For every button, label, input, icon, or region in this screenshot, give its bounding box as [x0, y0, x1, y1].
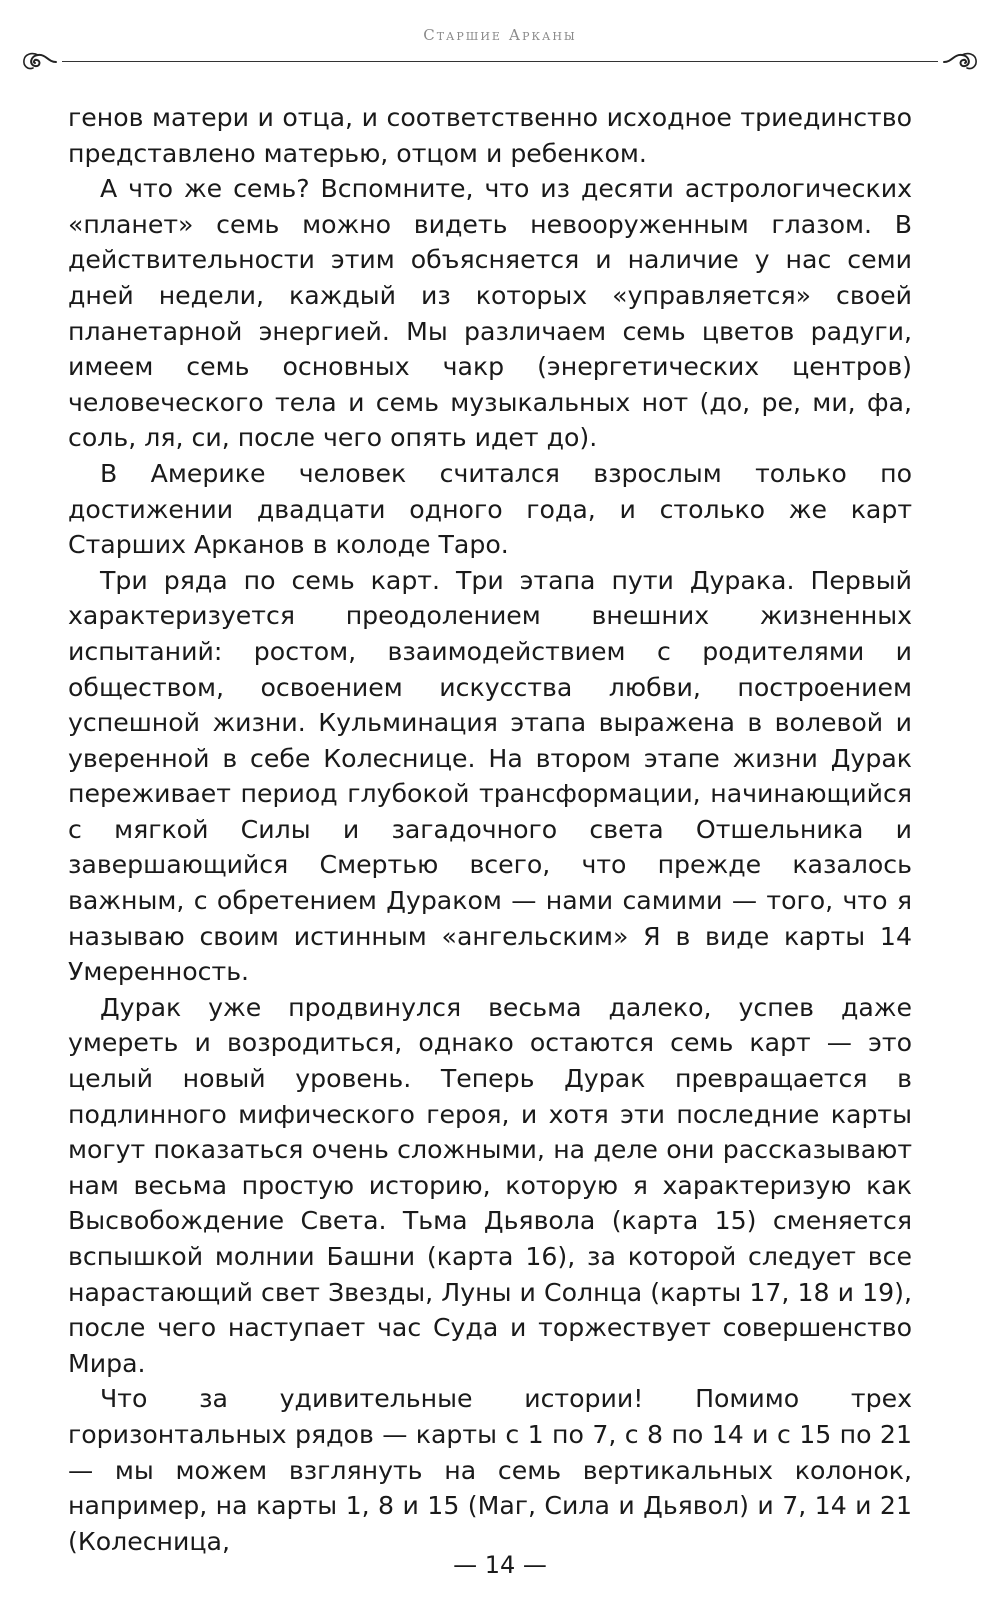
paragraph: А что же семь? Вспомните, что из десяти астрологических «планет» семь можно видеть невооруженным глазом. В действительности этим объясняется и наличие у нас семи дней недели, каждый из которых «управляется» своей планетарной энергией. Мы различаем семь цветов радуги, имеем семь основных чакр (энергетических центров) человеческого тела и семь музыкальных нот (до, ре, ми, фа, соль, ля, си, после чего опять идет до). [68, 174, 912, 453]
paragraph: Дурак уже продвинулся весьма далеко, успев даже умереть и возродиться, однако остаются семь карт — это целый новый уровень. Теперь Дурак превращается в подлинного мифического героя, и хотя эти последние карты могут показаться очень сложными, на деле они рассказывают нам весьма простую историю, которую я характеризую как Высвобождение Света. Тьма Дьявола (карта 15) сменяется вспышкой молнии Башни (карта 16), за которой следует все нарастающий свет Звезды, Луны и Солнца (карты 17, 18 и 19), после чего наступает час Суда и торжествует совершенство Мира. [68, 992, 912, 1378]
paragraph: Что за удивительные истории! Помимо трех горизонтальных рядов — карты с 1 по 7, с 8 по 14 и с 15 по 21 — мы можем взглянуть на семь вертикальных колонок, например, на карты 1, 8 и 15 (Маг, Сила и Дьявол) и 7, 14 и 21 (Колесница, [68, 1384, 912, 1556]
left-flourish-icon [20, 50, 60, 74]
paragraph: генов матери и отца, и соответственно исходное триединство представлено матерью, отцом и ребенком. [68, 103, 912, 168]
paragraph: Три ряда по семь карт. Три этапа пути Дурака. Первый характеризуется преодолением внешних жизненных испытаний: ростом, взаимодействием с родителями и обществом, освоением искусства любви, построением успешной жизни. Кульминация этапа выражена в волевой и уверенной в себе Колеснице. На втором этапе жизни Дурак переживает период глубокой трансформации, начинающийся с мягкой Силы и загадочного света Отшельника и завершающийся Смертью всего, что прежде казалось важным, с обретением Дураком — нами самими — того, что я называю своим истинным «ангельским» Я в виде карты 14 Умеренность. [68, 565, 912, 987]
page-number: — 14 — [453, 1551, 547, 1579]
paragraph: В Америке человек считался взрослым только по достижении двадцати одного года, и столько же карт Старших Арканов в колоде Таро. [68, 458, 912, 560]
header-rule [20, 50, 980, 74]
running-head: Старшие Арканы [423, 26, 577, 44]
body-text [68, 100, 912, 1559]
rule-line [62, 61, 938, 62]
right-flourish-icon [940, 50, 980, 74]
